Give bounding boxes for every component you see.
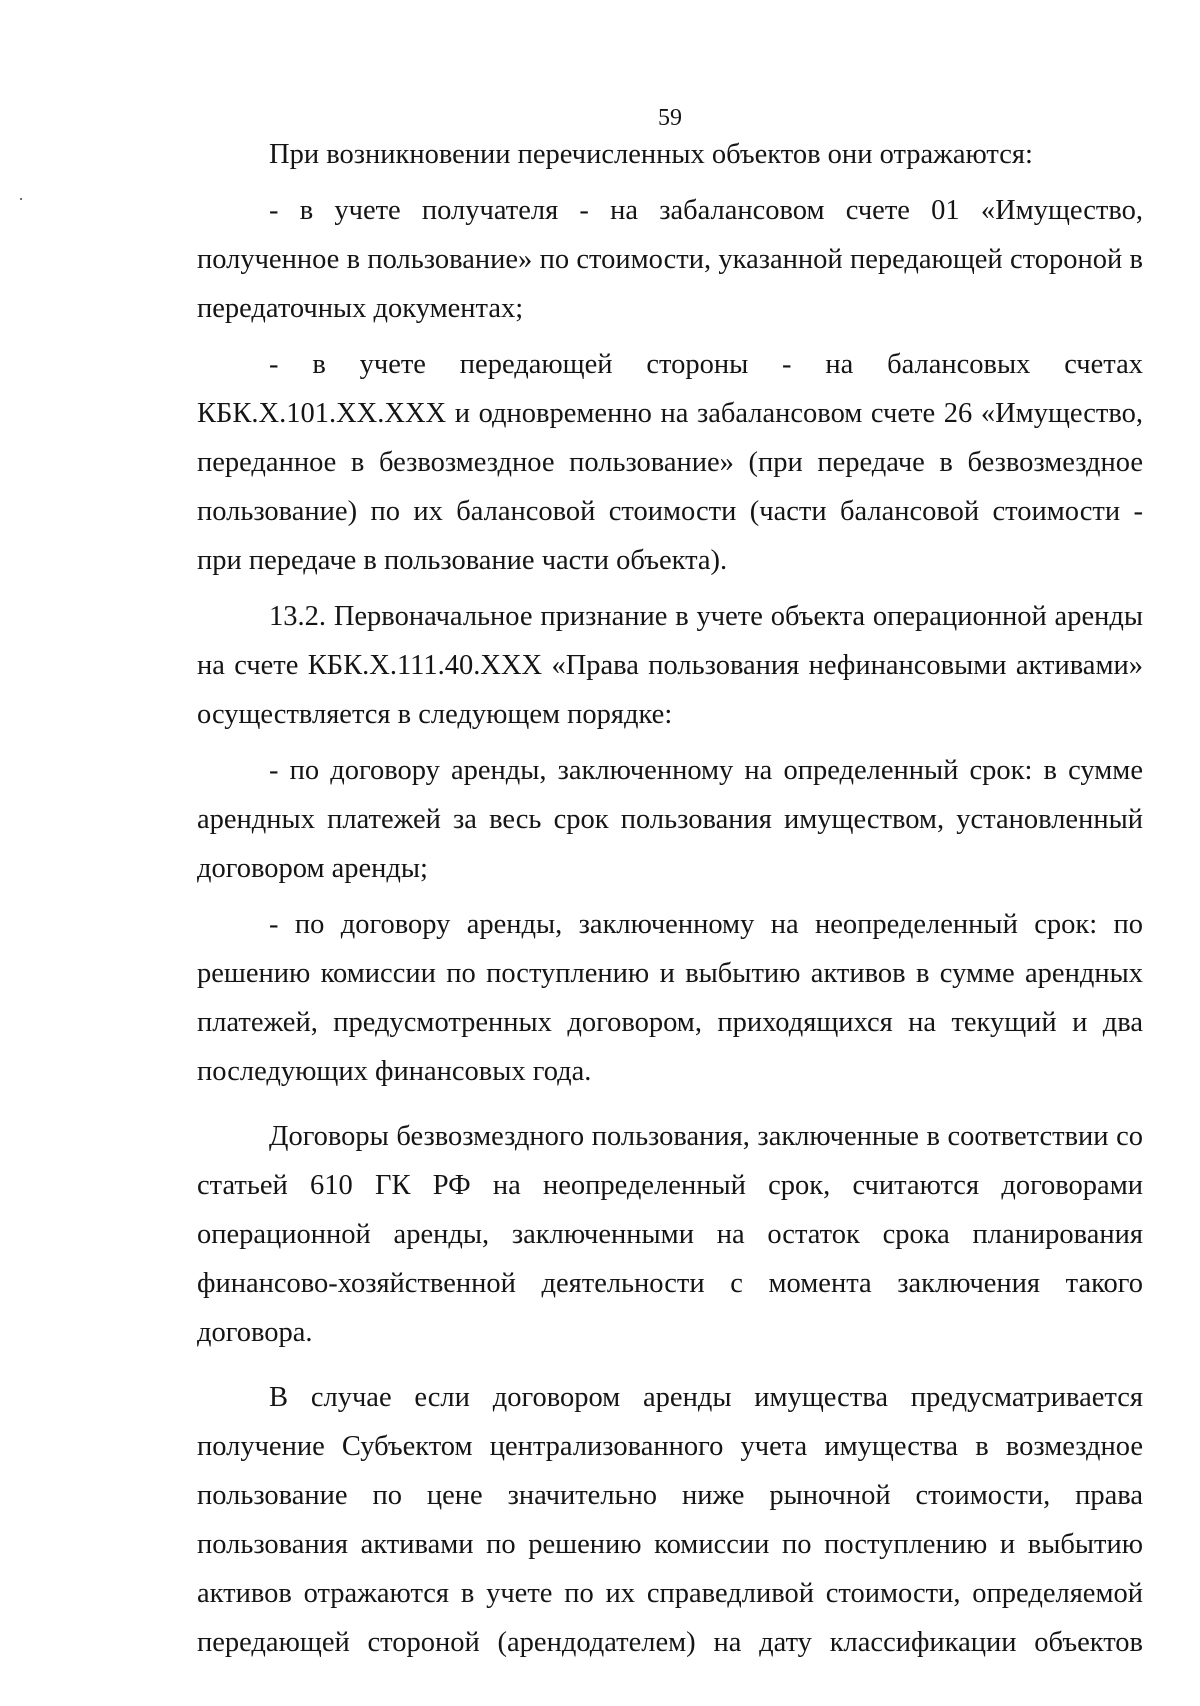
paragraph-recipient: - в учете получателя - на забалансовом счете 01 «Имущество, полученное в пользование» по стоимости, указанной передающей стороной в передаточных документах; [197, 195, 1143, 324]
paragraph-below-market: В случае если договором аренды имущества предусматривается получение Субъектом централизованного учета имущества в возмездное пользование по цене значительно ниже рыночной стоимости, права пользования активами по решению комиссии по поступлению и выбытию активов отражаются в учете по их справедливой стоимости, определяемой передающей стороной (арендодателем) на дату классификации объектов [197, 1382, 1143, 1658]
paragraph-gratuitous-use: Договоры безвозмездного пользования, заключенные в соответствии со статьей 610 ГК РФ на неопределенный срок, считаются договорами операционной аренды, заключенными на остаток срока планирования финансово-хозяйственной деятельности с момента заключения такого договора. [197, 1121, 1143, 1348]
paragraph-transferring-party: - в учете передающей стороны - на балансовых счетах КБК.Х.101.ХХ.ХХХ и одновременно на забалансовом счете 26 «Имущество, переданное в безвозмездное пользование» (при передаче в безвозмездное пользование) по их балансовой стоимости (части балансовой стоимости - при передаче в пользование части объекта). [197, 349, 1143, 576]
paragraph-intro: При возникновении перечисленных объектов они отражаются: [269, 139, 1033, 170]
paragraph-13-2: 13.2. Первоначальное признание в учете объекта операционной аренды на счете КБК.Х.111.40.ХХХ «Права пользования нефинансовыми активами» осуществляется в следующем порядке: [197, 601, 1143, 730]
page-number: 59 [658, 105, 682, 131]
paragraph-indefinite-term: - по договору аренды, заключенному на неопределенный срок: по решению комиссии по поступлению и выбытию активов в сумме арендных платежей, предусмотренных договором, приходящихся на текущий и два последующих финансовых года. [197, 909, 1143, 1087]
paragraph-fixed-term: - по договору аренды, заключенному на определенный срок: в сумме арендных платежей за весь срок пользования имуществом, установленный договором аренды; [197, 755, 1143, 884]
document-body [197, 130, 1143, 1667]
scan-speck [20, 198, 22, 200]
